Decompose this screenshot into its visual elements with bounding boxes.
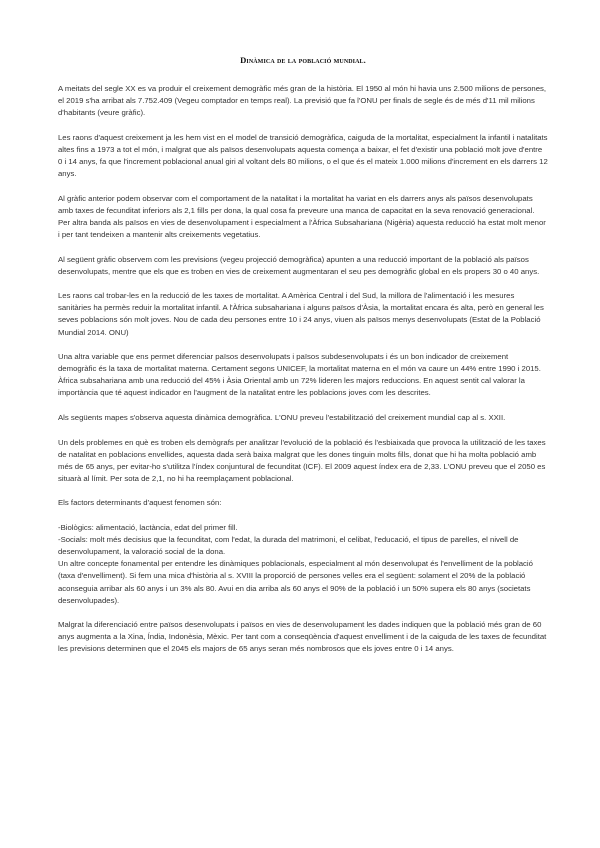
list-item: -Socials: molt més decisius que la fecunditat, com l'edat, la durada del matrimoni, el celibat, l'educació, el tipus de parelles, el nivell de desenvolupament, la valoració social de la dona. — [58, 535, 519, 557]
paragraph-fertility-index: Un dels problemes en què es troben els demògrafs per analitzar l'evolució de la població és l'esbiaixada que provoca la utilització de les taxes de natalitat en poblacions envellides, aquesta dada serà baixa malgrat que les dones tinguin molts fills, donat que hi ha molta població amb més de 65 anys, per evitar-ho s'utilitza l'índex conjuntural de fecunditat (ICF). El 2009 aquest índex era de 2,33. L'ONU preveu que el 2050 es situarà al límit. Per sota de 2,1, no hi ha reemplaçament poblacional. — [58, 437, 546, 483]
factors-list — [58, 522, 548, 607]
paragraph-growth-reasons: Les raons d'aquest creixement ja les hem vist en el model de transició demogràfica, caiguda de la mortalitat, especialment la infantil i natalitats altes fins a 1973 a tot el món, i malgrat que als països desenvolupats aquesta comença a baixar, el fet d'existir una població molt jove d'entre 0 i 14 anys, fa que l'increment poblacional anual giri al voltant dels 80 milions, o el que és el mateix 1.000 milions d'increment en els darrers 12 anys. — [58, 132, 548, 179]
document-title: Dinàmica de la població mundial. — [240, 55, 366, 65]
paragraph-maps: Als següents mapes s'observa aquesta dinàmica demogràfica. L'ONU preveu l'estabilització del creixement mundial cap al s. XXII. — [58, 412, 506, 422]
paragraph-mortality-reasons: Les raons cal trobar-les en la reducció de les taxes de mortalitat. A Amèrica Central i del Sud, la millora de l'alimentació i les mesures sanitàries ha permès reduir la mortalitat infantil. A l'Àfrica subsahariana i alguns països d'Àsia, la mortalitat encara és alta, però en general les seves poblacions són molt joves. Nou de cada deu persones entre 10 i 24 anys, viuen als països menys desenvolupats (Estat de la Població Mundial 2014. ONU) — [58, 291, 544, 337]
paragraph-population-growth: A meitats del segle XX es va produir el creixement demogràfic més gran de la història. El 1950 al món hi havia uns 2.500 milions de persones, el 2019 s'ha arribat als 7.752.409 (Vegeu comptador en temps real). La previsió que fa l'ONU per finals de segle és de més d'11 mil milions d'habitants (veure gràfic). — [58, 84, 547, 118]
list-item: Un altre concepte fonamental per entendre les dinàmiques poblacionals, especialment al món desenvolupat és l'envelliment de la població (taxa d'envelliment). Si fem una mica d'història al s. XVIII la proporció de persones velles era el següent: solament el 20% de la població aconseguia arribar als 60 anys i un 3% als 80. Avui en dia arriba als 60 anys el 90% de la població i un 50% supera els 80 anys (societats desenvolupades). — [58, 559, 533, 605]
paragraph-maternal-mortality: Una altra variable que ens permet diferenciar països desenvolupats i països subdesenvolupats i és un bon indicador de creixement demogràfic és la taxa de mortalitat materna. Certament segons UNICEF, la mortalitat materna en el món va caure un 44% entre 1990 i 2015. Àfrica subsahariana amb una reducció del 45% i Àsia Oriental amb un 72% lideren les majors reduccions. En aquest sentit cal valorar la importància que té aquest indicador en l'augment de la natalitat entre les poblacions joves com les descrites. — [58, 352, 541, 398]
paragraph-fertility-trends: Al gràfic anterior podem observar com el comportament de la natalitat i la mortalitat ha variat en els darrers anys als països desenvolupats amb taxes de fecunditat inferiors als 2,1 fills per dona, la qual cosa fa preveure una manca de capacitat en la seva renovació generacional. Per altra banda als països en vies de desenvolupament i especialment a l'Àfrica Subsahariana (Nigèria) aquesta reducció ha estat molt menor i per tant tendeixen a mantenir alts creixements vegetatius. — [58, 193, 546, 239]
paragraph-projections: Al següent gràfic observem com les previsions (vegeu projecció demogràfica) apunten a una reducció important de la població als països desenvolupats, mentre que els que es troben en vies de creixement augmentaran el seu pes demogràfic global en els propers 30 o 40 anys. — [58, 254, 540, 276]
paragraph-closing: Malgrat la diferenciació entre països desenvolupats i països en vies de desenvolupament les dades indiquen que la població més gran de 60 anys augmenta a la Xina, Índia, Indonèsia, Mèxic. Per tant com a conseqüència d'aquest envelliment i de la caiguda de les taxes de fecunditat les previsions determinen que el 2045 els majors de 65 anys seran més nombrosos que els joves entre 0 i 14 anys. — [58, 620, 547, 654]
list-item: -Biològics: alimentació, lactància, edat del primer fill. — [58, 523, 238, 533]
paragraph-factors-intro: Els factors determinants d'aquest fenomen són: — [58, 498, 222, 508]
